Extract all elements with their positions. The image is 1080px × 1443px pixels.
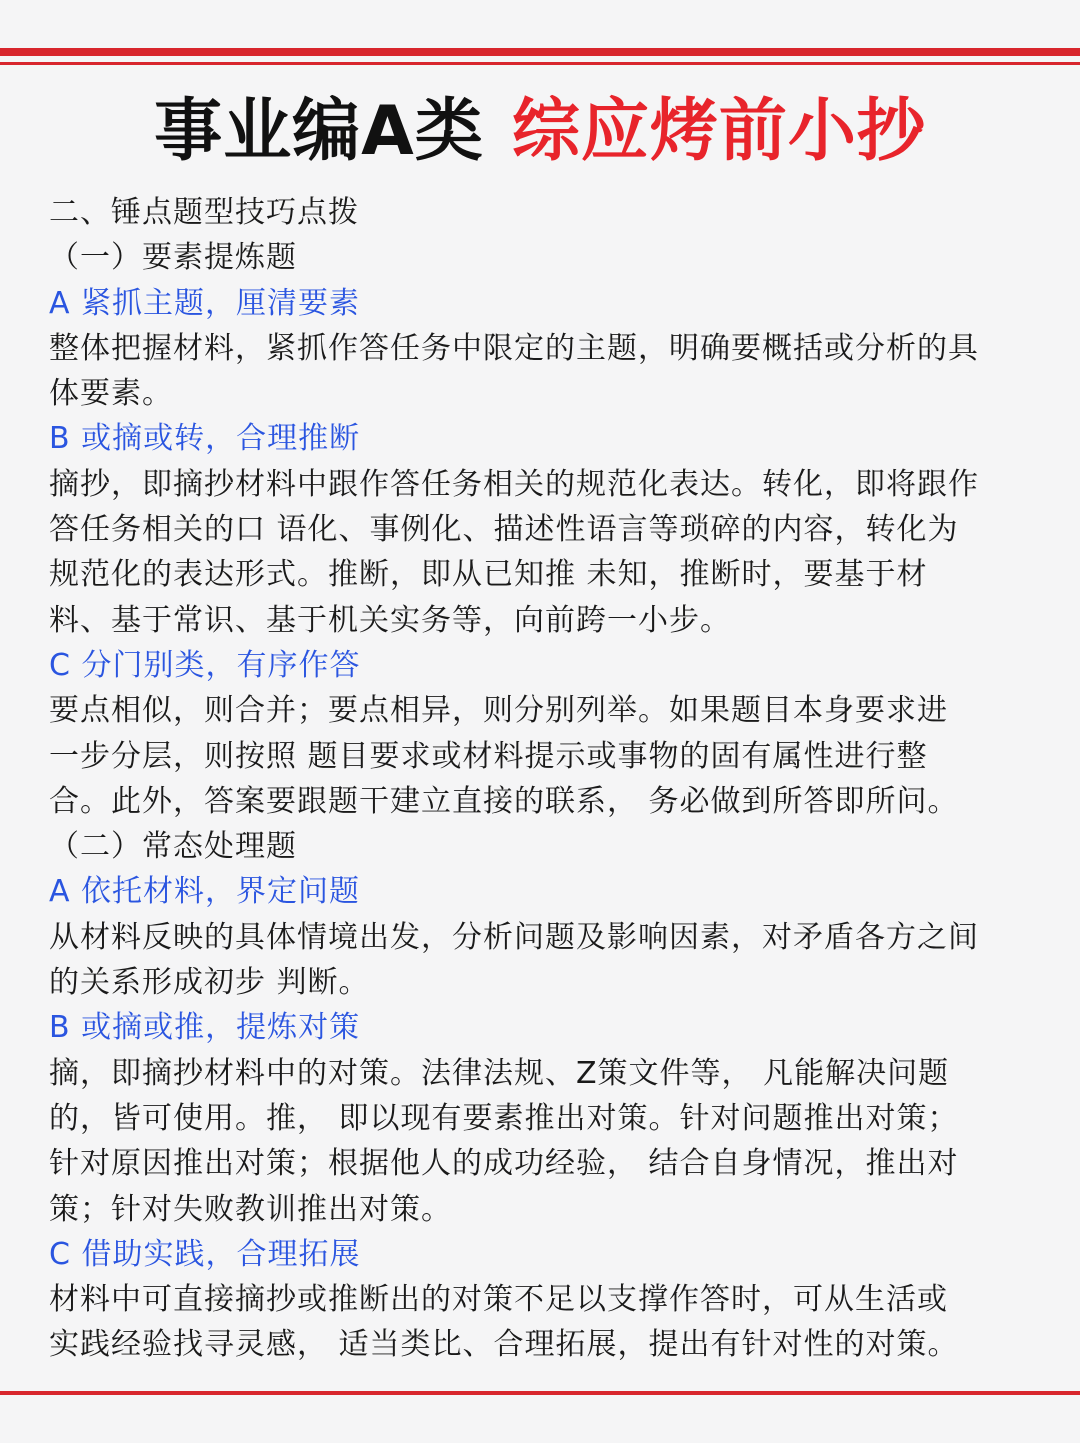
section-heading: （二）常态处理题 [49, 829, 297, 865]
body-text-line: 要点相似，则合并；要点相异，则分别列举。如果题目本身要求进 [49, 693, 948, 729]
subsection-heading: A 紧抓主题，厘清要素 [49, 285, 361, 321]
body-text-line: 料、基于常识、基于机关实务等，向前跨一小步。 [49, 602, 731, 638]
subsection-heading: A 依托材料，界定问题 [49, 874, 361, 910]
subsection-heading: C 分门别类，有序作答 [49, 647, 361, 683]
body-text-line: 一步分层，则按照 题目要求或材料提示或事物的固有属性进行整 [49, 738, 928, 774]
body-text-line: 答任务相关的口 语化、事例化、描述性语言等琐碎的内容，转化为 [49, 512, 959, 548]
title-red-part: 综应烤前小抄 [511, 92, 926, 171]
notes-content [49, 190, 1039, 1368]
title-black-part: 事业编A类 [154, 92, 484, 171]
top-red-rule [0, 48, 1080, 56]
body-text-line: 摘，即摘抄材料中的对策。法律法规、Z策文件等， 凡能解决问题 [49, 1055, 950, 1091]
section-heading: （一）要素提炼题 [49, 240, 297, 276]
subsection-heading: B 或摘或转，合理推断 [49, 421, 361, 457]
subsection-heading: B 或摘或推，提炼对策 [49, 1010, 361, 1046]
body-text-line: 摘抄，即摘抄材料中跟作答任务相关的规范化表达。转化，即将跟作 [49, 466, 979, 502]
body-text-line: 整体把握材料，紧抓作答任务中限定的主题，明确要概括或分析的具 [49, 330, 979, 366]
page-title [0, 90, 1080, 174]
body-text-line: 材料中可直接摘抄或推断出的对策不足以支撑作答时，可从生活或 [49, 1282, 948, 1318]
subsection-heading: C 借助实践，合理拓展 [49, 1236, 361, 1272]
bottom-red-rule [0, 1391, 1080, 1395]
body-text-line: 的，皆可使用。推， 即以现有要素推出对策。针对问题推出对策； [49, 1100, 959, 1136]
body-text-line: 规范化的表达形式。推断，即从已知推 未知，推断时，要基于材 [49, 557, 928, 593]
body-text-line: 的关系形成初步 判断。 [49, 965, 370, 1001]
body-text-line: 针对原因推出对策；根据他人的成功经验， 结合自身情况，推出对 [49, 1146, 959, 1182]
body-text-line: 策；针对失败教训推出对策。 [49, 1191, 452, 1227]
body-text-line: 从材料反映的具体情境出发，分析问题及影响因素，对矛盾各方之间 [49, 919, 979, 955]
body-text-line: 体要素。 [49, 376, 173, 412]
body-text-line: 合。此外，答案要跟题干建立直接的联系， 务必做到所答即所问。 [49, 783, 959, 819]
section-heading: 二、锤点题型技巧点拨 [49, 195, 359, 230]
body-text-line: 实践经验找寻灵感， 适当类比、合理拓展，提出有针对性的对策。 [49, 1327, 959, 1363]
top-red-rule-thin [0, 62, 1080, 65]
